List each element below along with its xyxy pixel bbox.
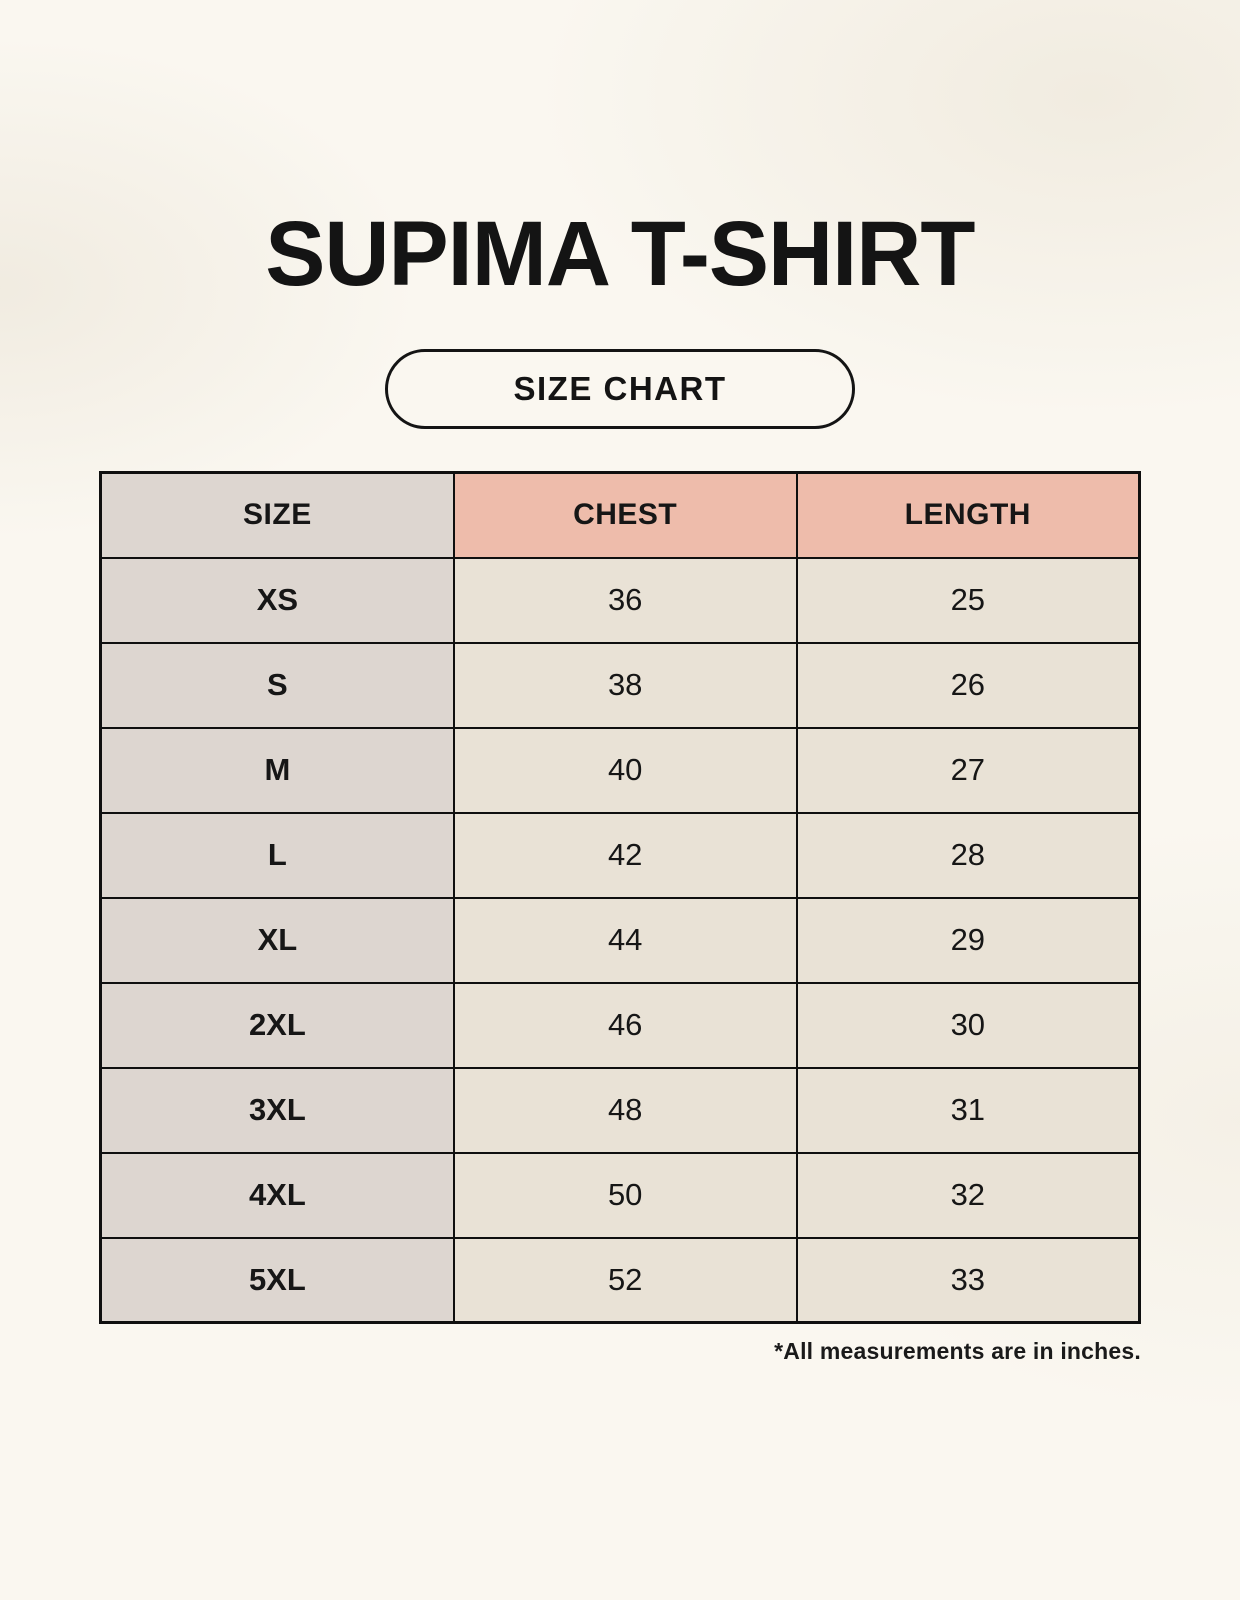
cell-4xl-chest: 50 — [454, 1153, 797, 1238]
size-chart-button-label: SIZE CHART — [513, 370, 727, 408]
table-row — [101, 813, 1140, 898]
cell-xl-chest: 44 — [454, 898, 797, 983]
page-title: SUPIMA T-SHIRT — [265, 203, 975, 305]
cell-3xl-chest: 48 — [454, 1068, 797, 1153]
cell-s-size: S — [101, 643, 454, 728]
cell-l-chest: 42 — [454, 813, 797, 898]
cell-2xl-size: 2XL — [101, 983, 454, 1068]
size-chart-table — [99, 471, 1141, 1324]
footnote-container — [99, 1338, 1141, 1365]
cell-m-size: M — [101, 728, 454, 813]
table-row — [101, 558, 1140, 643]
cell-3xl-size: 3XL — [101, 1068, 454, 1153]
size-table-body — [101, 558, 1140, 1323]
cell-xs-chest: 36 — [454, 558, 797, 643]
header-size: SIZE — [101, 473, 454, 558]
cell-s-length: 26 — [797, 643, 1140, 728]
cell-m-length: 27 — [797, 728, 1140, 813]
measurements-footnote: *All measurements are in inches. — [774, 1338, 1141, 1365]
cell-2xl-length: 30 — [797, 983, 1140, 1068]
cell-4xl-size: 4XL — [101, 1153, 454, 1238]
table-row — [101, 643, 1140, 728]
cell-2xl-chest: 46 — [454, 983, 797, 1068]
cell-5xl-chest: 52 — [454, 1238, 797, 1323]
header-row — [101, 473, 1140, 558]
size-table-header — [101, 473, 1140, 558]
table-row — [101, 1068, 1140, 1153]
cell-5xl-length: 33 — [797, 1238, 1140, 1323]
table-row — [101, 728, 1140, 813]
table-row — [101, 1153, 1140, 1238]
cell-xl-size: XL — [101, 898, 454, 983]
table-row — [101, 1238, 1140, 1323]
cell-5xl-size: 5XL — [101, 1238, 454, 1323]
size-chart-button[interactable] — [385, 349, 855, 429]
header-chest: CHEST — [454, 473, 797, 558]
cell-4xl-length: 32 — [797, 1153, 1140, 1238]
cell-l-size: L — [101, 813, 454, 898]
cell-l-length: 28 — [797, 813, 1140, 898]
table-row — [101, 898, 1140, 983]
cell-xs-length: 25 — [797, 558, 1140, 643]
cell-xs-size: XS — [101, 558, 454, 643]
cell-s-chest: 38 — [454, 643, 797, 728]
cell-xl-length: 29 — [797, 898, 1140, 983]
cell-m-chest: 40 — [454, 728, 797, 813]
header-length: LENGTH — [797, 473, 1140, 558]
table-row — [101, 983, 1140, 1068]
cell-3xl-length: 31 — [797, 1068, 1140, 1153]
